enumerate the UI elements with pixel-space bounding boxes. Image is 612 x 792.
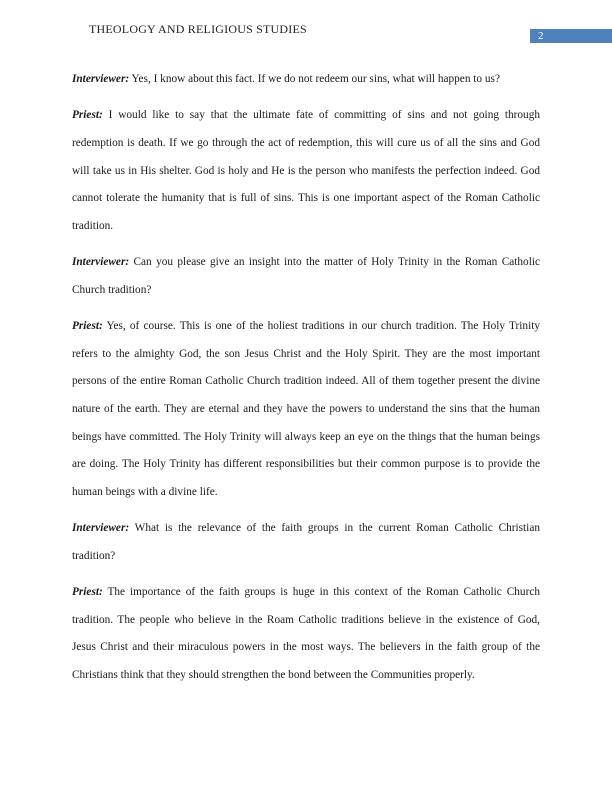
- speaker-label: Interviewer:: [72, 73, 130, 85]
- paragraph-priest-2: [72, 313, 540, 506]
- speaker-label: Priest:: [72, 586, 103, 599]
- paragraph-text: Yes, of course. This is one of the holiest traditions in our church tradition. The Holy Trinity refers to the almighty God, the son Jesus Christ and the Holy Spirit. They are the most important persons of the entire Roman Catholic Church tradition indeed. All of them together present the divine nature of the earth. They are eternal and they have the powers to understand the sins that the human beings have committed. The Holy Trinity will always keep an eye on the things that the human beings are doing. The Holy Trinity has different responsibilities but their common purpose is to provide the human beings with a divine life.: [72, 320, 540, 498]
- paragraph-text: Yes, I know about this fact. If we do not redeem our sins, what will happen to us?: [129, 73, 500, 85]
- paragraph-text: The importance of the faith groups is huge in this context of the Roman Catholic Church tradition. The people who believe in the Roam Catholic traditions believe in the existence of God, Jesus Christ and their miraculous powers in the most ways. The believers in the faith group of the Christians think that they should strengthen the bond between the Communities properly.: [72, 586, 540, 681]
- paragraph-interviewer-2: [72, 249, 540, 304]
- paragraph-interviewer-3: [72, 515, 540, 570]
- paragraph-text: What is the relevance of the faith groups in the current Roman Catholic Christian tradition?: [72, 522, 540, 562]
- paragraph-priest-1: [72, 102, 540, 240]
- speaker-label: Priest:: [72, 320, 103, 333]
- document-body: [72, 66, 540, 698]
- speaker-label: Interviewer:: [72, 522, 130, 535]
- running-header-title: THEOLOGY AND RELIGIOUS STUDIES: [89, 22, 307, 36]
- paragraph-interviewer-1: [72, 66, 540, 94]
- speaker-label: Priest:: [72, 109, 103, 122]
- paragraph-priest-3: [72, 579, 540, 689]
- page-number-badge: 2: [530, 29, 612, 43]
- paragraph-text: Can you please give an insight into the matter of Holy Trinity in the Roman Catholic Church tradition?: [72, 256, 540, 296]
- paragraph-text: I would like to say that the ultimate fate of committing of sins and not going through redemption is death. If we go through the act of redemption, this will cure us of all the sins and God will take us in His shelter. God is holy and He is the person who manifests the perfection indeed. God cannot tolerate the humanity that is full of sins. This is one important aspect of the Roman Catholic tradition.: [72, 109, 540, 232]
- speaker-label: Interviewer:: [72, 256, 130, 269]
